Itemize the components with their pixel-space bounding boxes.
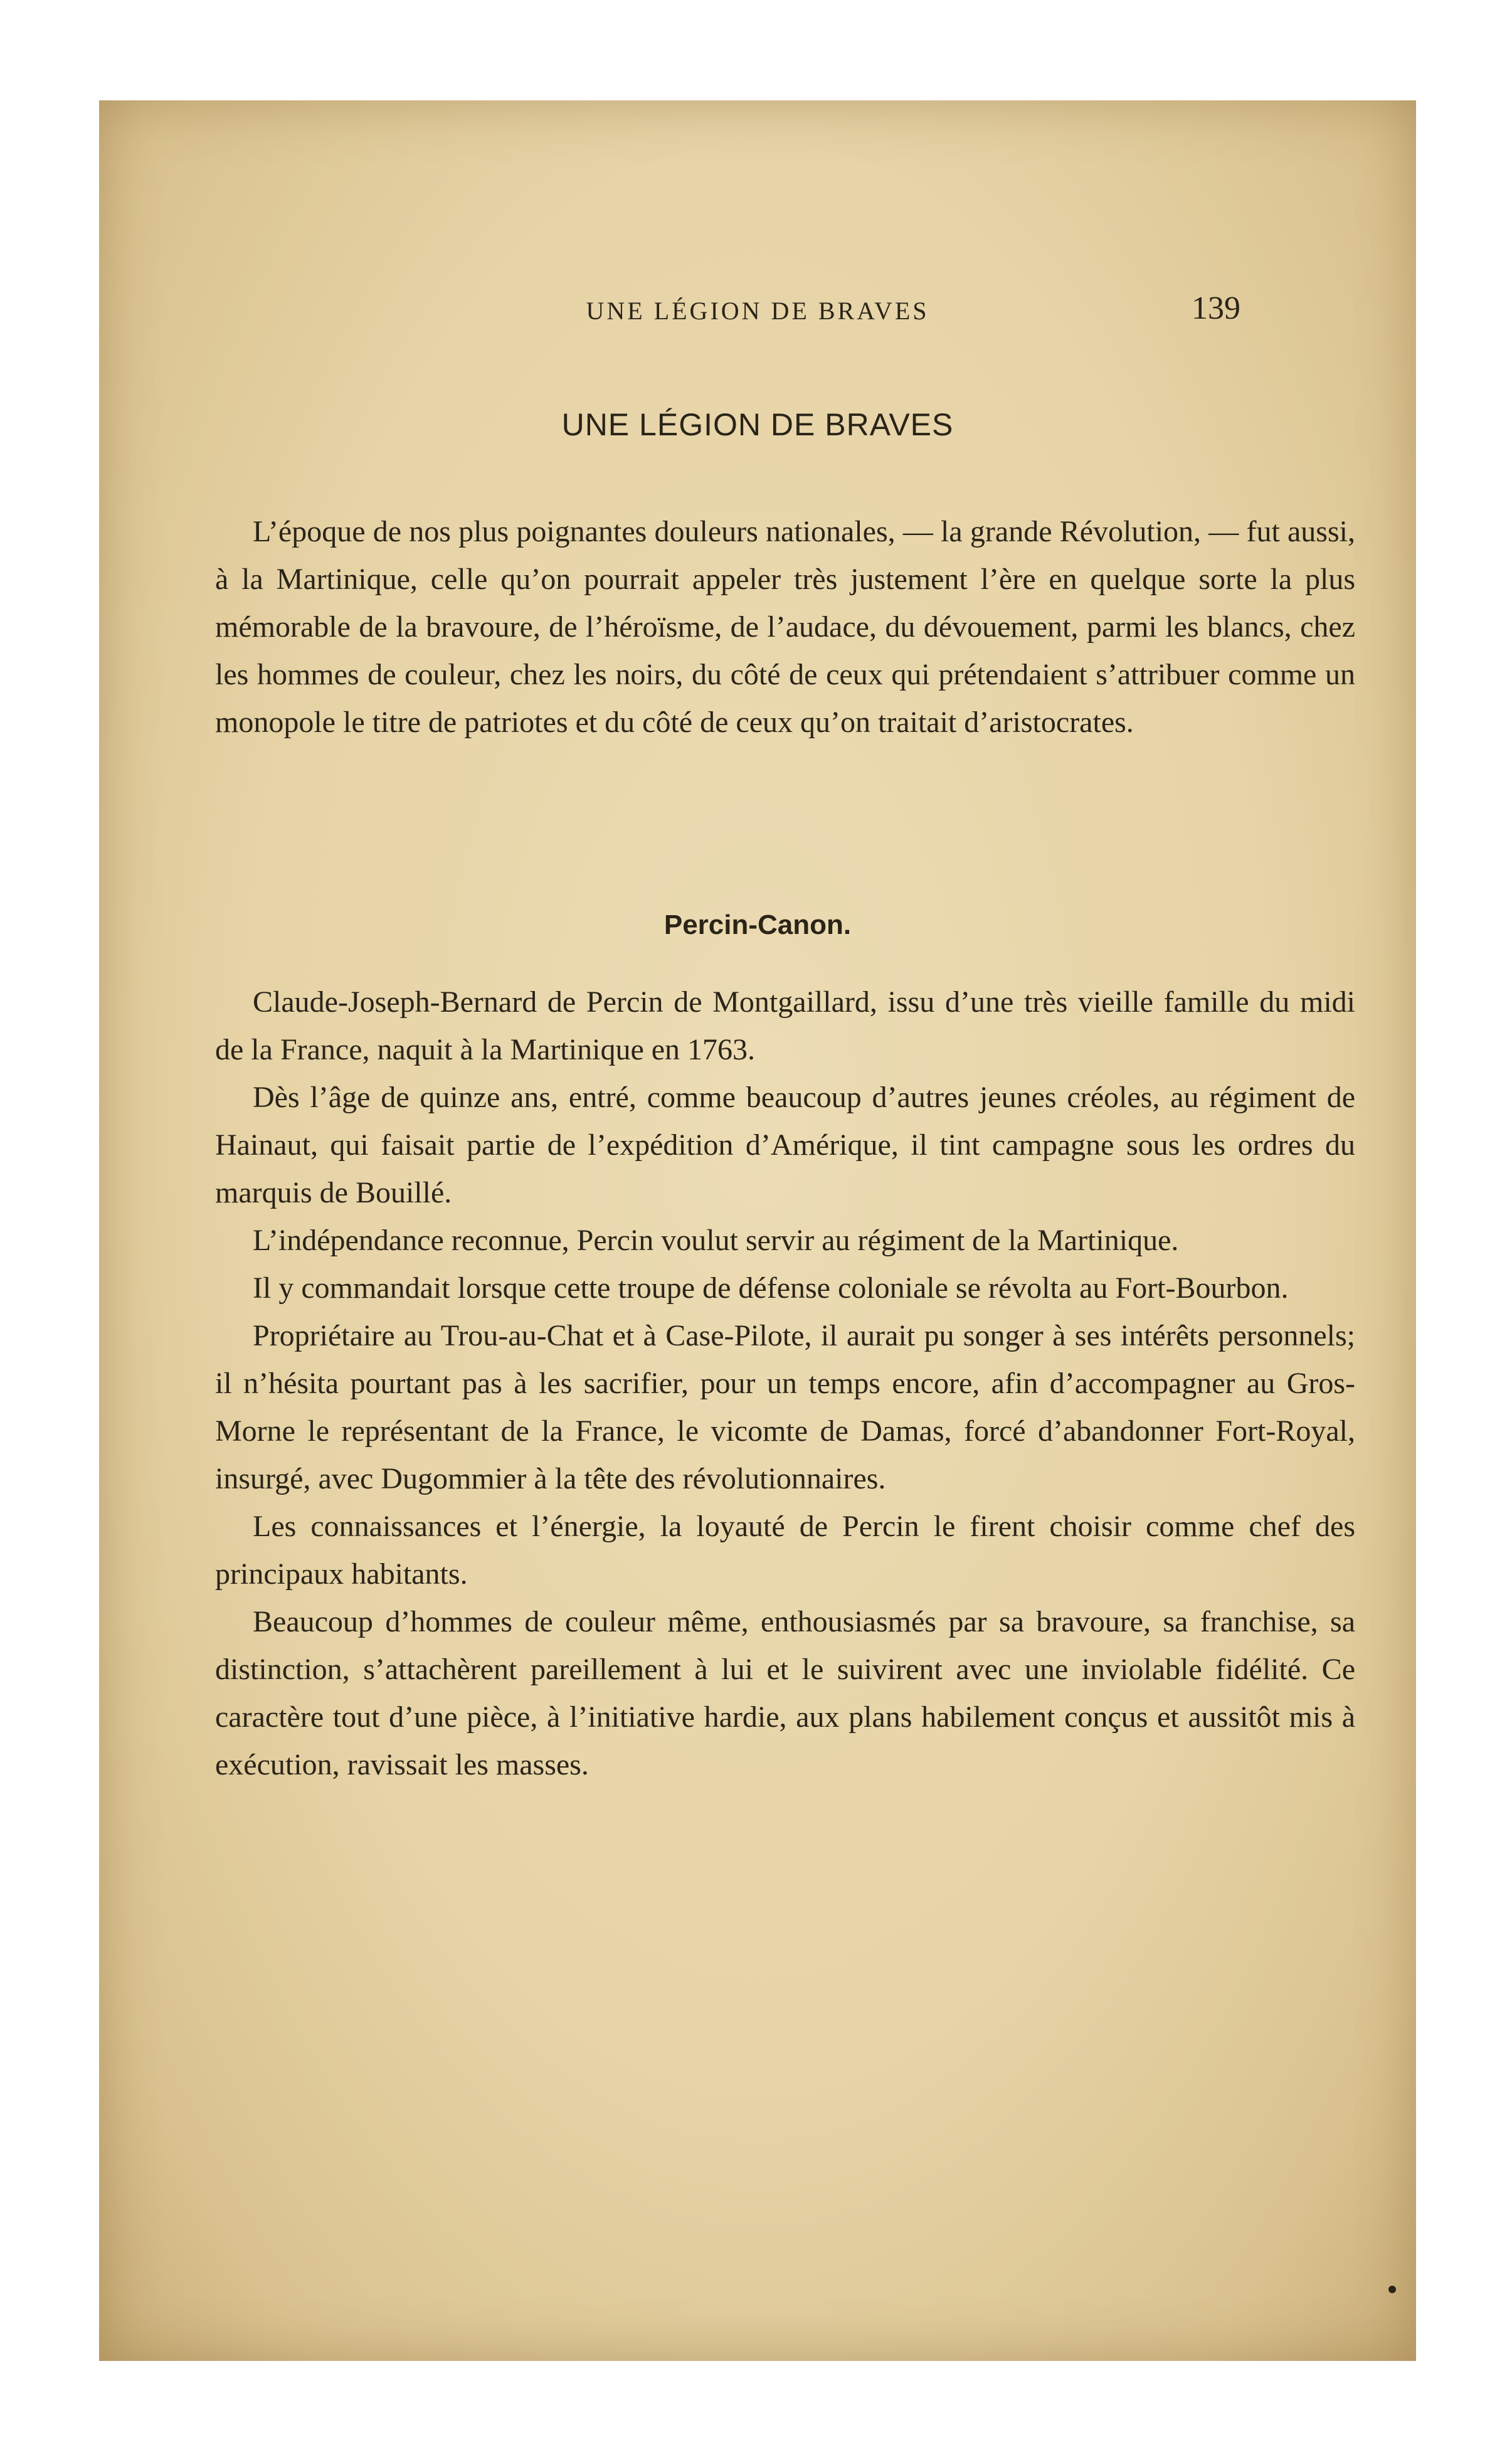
- intro-block: [215, 508, 1355, 746]
- page-number: 139: [1192, 290, 1240, 326]
- intro-paragraph: L’époque de nos plus poignantes douleurs nationales, — la grande Révolution, — fut aussi, à la Martinique, celle qu’on pourrait appeler très justement l’ère en quelque sorte la plus mémorable de la bravoure, de l’héroïsme, de l’audace, du dévouement, parmi les blancs, chez les hommes de couleur, chez les noirs, du côté de ceux qui prétendaient s’attribuer comme un monopole le titre de patriotes et du côté de ceux qu’on traitait d’aristocrates.: [215, 515, 1355, 739]
- paragraph-4: Il y commandait lorsque cette troupe de défense coloniale se révolta au Fort-Bourbon.: [253, 1271, 1289, 1305]
- book-page: [99, 100, 1416, 2361]
- ink-dot: [1388, 2286, 1396, 2293]
- paragraph-5: Propriétaire au Trou-au-Chat et à Case-Pilote, il aurait pu songer à ses intérêts personnels; il n’hésita pourtant pas à les sacrifier, pour un temps encore, afin d’accompagner au Gros-Morne le représentant de la France, le vicomte de Damas, forcé d’abandonner Fort-Royal, insurgé, avec Dugommier à la tête des révolutionnaires.: [215, 1319, 1355, 1495]
- paragraph-6: Les connaissances et l’énergie, la loyauté de Percin le firent choisir comme chef des principaux habitants.: [215, 1510, 1355, 1591]
- paragraph-3: L’indépendance reconnue, Percin voulut servir au régiment de la Martinique.: [253, 1224, 1179, 1257]
- paragraph-7: Beaucoup d’hommes de couleur même, enthousiasmés par sa bravoure, sa franchise, sa distinction, s’attachèrent pareillement à lui et le suivirent avec une inviolable fidélité. Ce caractère tout d’une pièce, à l’initiative hardie, aux plans habilement conçus et aussitôt mis à exécution, ravissait les masses.: [215, 1605, 1355, 1781]
- section-heading: Percin-Canon.: [663, 909, 852, 940]
- running-title: UNE LÉGION DE BRAVES: [586, 297, 929, 325]
- paragraph-1: Claude-Joseph-Bernard de Percin de Montgaillard, issu d’une très vieille famille du midi de la France, naquit à la Martinique en 1763.: [215, 985, 1355, 1066]
- paragraph-2: Dès l’âge de quinze ans, entré, comme beaucoup d’autres jeunes créoles, au régiment de Hainaut, qui faisait partie de l’expédition d’Amérique, il tint campagne sous les ordres du marquis de Bouillé.: [215, 1081, 1355, 1209]
- page-header: [99, 287, 1416, 337]
- main-text-block: [215, 978, 1355, 1789]
- chapter-title: UNE LÉGION DE BRAVES: [561, 407, 954, 442]
